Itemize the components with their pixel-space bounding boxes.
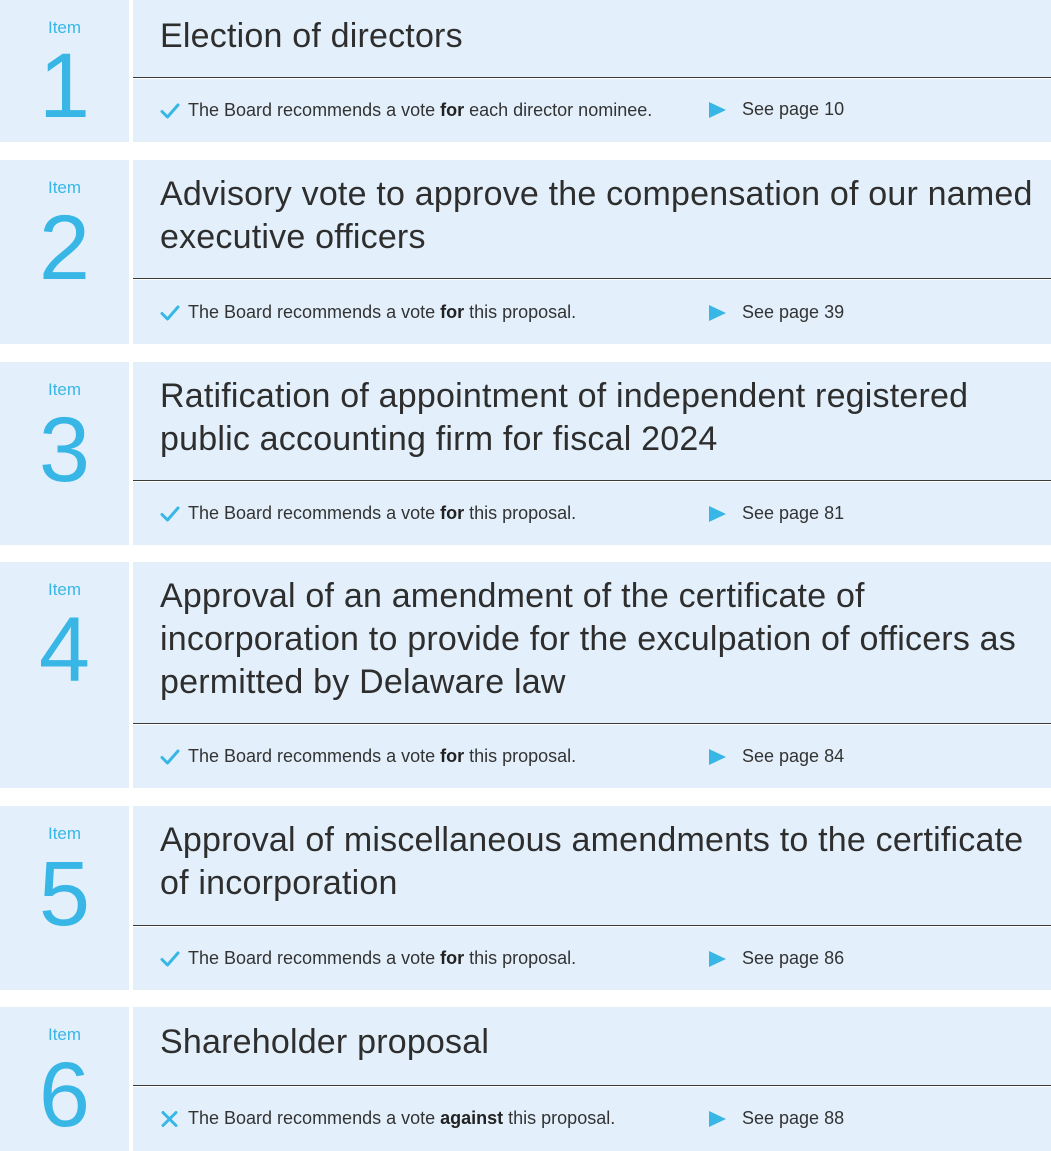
item-number-column [0,0,129,142]
item-label: Item [47,380,82,399]
item-title: Approval of an amendment of the certificate of incorporation to provide for the exculpation of officers as permitted by Delaware law [160,577,1016,701]
check-icon [160,506,180,527]
item-title-area [133,160,1051,279]
item-label: Item [47,580,82,599]
item-number: 4 [38,599,91,701]
item-title: Advisory vote to approve the compensation of our named executive officers [160,175,1033,256]
recommendation-row [133,79,1051,142]
recommendation-row [133,725,1051,788]
recommendation-text: The Board recommends a vote for this proposal. [160,503,576,527]
item-title-area [133,1007,1051,1086]
item-label: Item [47,18,82,37]
play-arrow-icon [709,102,726,118]
item-title-area [133,806,1051,926]
check-icon [160,749,180,770]
item-number-column [0,362,129,545]
recommendation-row [133,280,1051,344]
proposal-item-3 [0,362,1051,545]
see-page-link[interactable]: See page 81 [709,503,844,524]
recommendation-text: The Board recommends a vote against this proposal. [160,1108,615,1132]
item-number: 2 [38,197,91,299]
item-title: Approval of miscellaneous amendments to the certificate of incorporation [160,821,1024,902]
check-icon [160,305,180,326]
proposal-item-2 [0,160,1051,344]
play-arrow-icon [709,951,726,967]
proposal-item-4 [0,562,1051,788]
check-icon [160,951,180,972]
see-page-link[interactable]: See page 84 [709,746,844,767]
recommendation-text: The Board recommends a vote for each director nominee. [160,100,652,124]
recommendation-text: The Board recommends a vote for this proposal. [160,746,576,770]
proposal-item-1 [0,0,1051,142]
play-arrow-icon [709,1111,726,1127]
see-page-link[interactable]: See page 88 [709,1108,844,1129]
proposal-item-5 [0,806,1051,990]
item-number-column [0,1007,129,1151]
item-title-area [133,362,1051,481]
see-page-link[interactable]: See page 10 [709,99,844,120]
play-arrow-icon [709,749,726,765]
item-title: Shareholder proposal [160,1023,490,1061]
item-number-column [0,160,129,344]
item-number-column [0,562,129,788]
item-title-area [133,562,1051,724]
play-arrow-icon [709,506,726,522]
item-label: Item [47,178,82,197]
item-number: 1 [38,35,91,137]
recommendation-row [133,482,1051,545]
item-number: 6 [38,1044,91,1146]
recommendation-text: The Board recommends a vote for this proposal. [160,948,576,972]
item-title: Ratification of appointment of independent registered public accounting firm for fiscal 2024 [160,377,969,458]
recommendation-row [133,1087,1051,1151]
item-label: Item [47,824,82,843]
item-number-column [0,806,129,990]
see-page-link[interactable]: See page 86 [709,948,844,969]
proposal-item-6 [0,1007,1051,1151]
x-icon [160,1111,180,1132]
see-page-link[interactable]: See page 39 [709,302,844,323]
recommendation-row [133,927,1051,990]
check-icon [160,103,180,124]
recommendation-text: The Board recommends a vote for this proposal. [160,302,576,326]
item-title: Election of directors [160,17,463,55]
item-title-area [133,0,1051,78]
item-number: 3 [38,399,91,501]
item-label: Item [47,1025,82,1044]
item-number: 5 [38,843,91,945]
play-arrow-icon [709,305,726,321]
